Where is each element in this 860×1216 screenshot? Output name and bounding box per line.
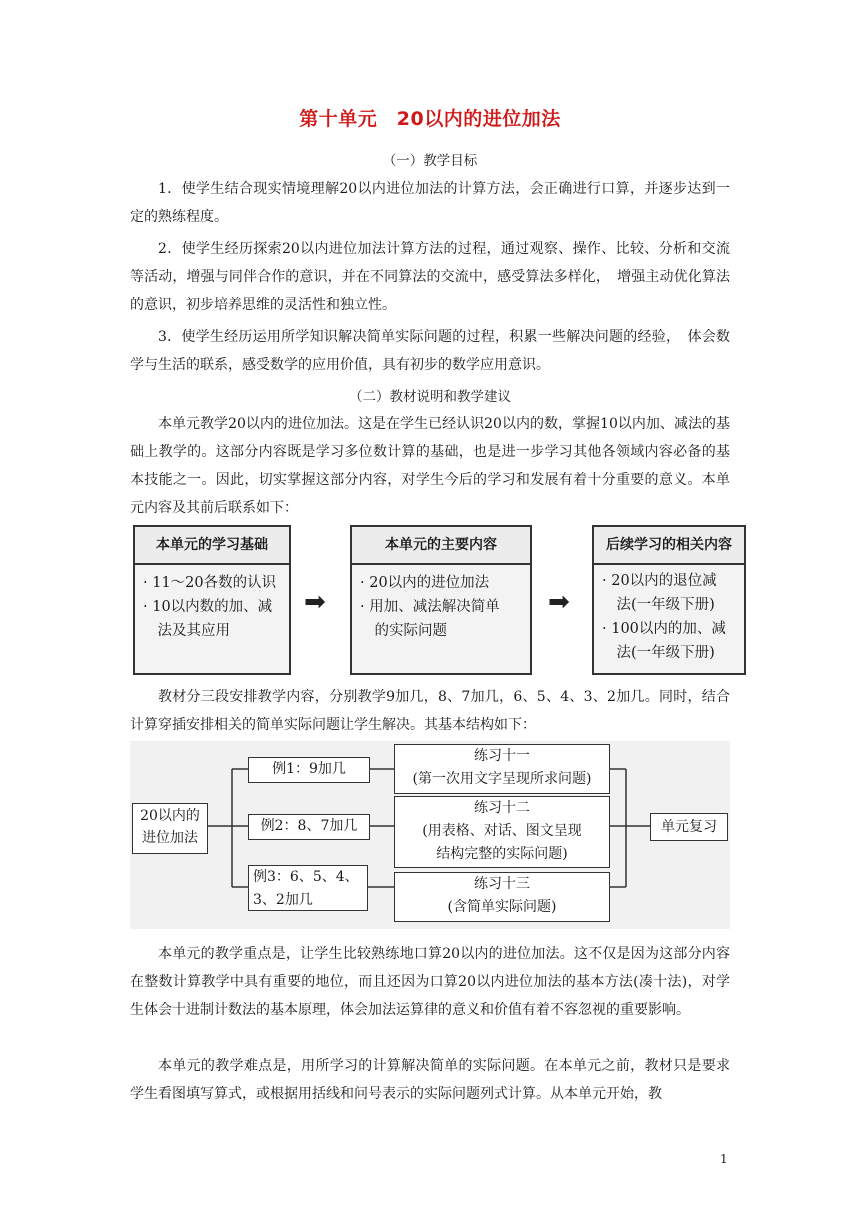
goal-2: 2．使学生经历探索20以内进位加法计算方法的过程，通过观察、操作、比较、分析和交流等活动，增强与同伴合作的意识，并在不同算法的交流中，感受算法多样化， 增强主动优化算法的意识，初步培养思维的灵活性和独立性。 (130, 241, 730, 313)
figure2-structure-diagram (130, 741, 730, 929)
practice-label: (第一次用文字呈现所求问题) (412, 771, 592, 787)
box-header: 本单元的主要内容 (352, 527, 530, 565)
unit-review-box: 单元复习 (650, 813, 728, 841)
practice-label: (含简单实际问题) (447, 899, 557, 915)
box-item: 的实际问题 (360, 623, 447, 639)
box-item: 法(一年级下册) (602, 597, 715, 613)
paragraph-intro: 本单元教学20以内的进位加法。这是在学生已经认识20以内的数，掌握10以内加、减法的基础上教学的。这部分内容既是学习多位数计算的基础，也是进一步学习其他各领域内容必备的基本技能之一。因此，切实掌握这部分内容，对学生今后的学习和发展有着十分重要的意义。本单元内容及其前后联系如下： (130, 416, 730, 516)
practice-label: 练习十一 (474, 748, 530, 764)
box-item: 法(一年级下册) (602, 645, 715, 661)
practice-label: 结构完整的实际问题) (436, 846, 568, 862)
box-header: 本单元的学习基础 (135, 527, 289, 565)
figure1-box-foundation (133, 525, 291, 675)
practice-label: 练习十三 (474, 876, 530, 892)
box-header: 后续学习的相关内容 (594, 527, 744, 565)
box-item: · 100以内的加、减 (602, 621, 726, 637)
box-item: · 20以内的进位加法 (360, 575, 490, 591)
arrow-right-icon: ➡ (548, 587, 570, 617)
box-item: · 用加、减法解决简单 (360, 599, 500, 615)
paragraph-difficulty: 本单元的教学难点是，用所学习的计算解决简单的实际问题。在本单元之前，教材只是要求学生看图填写算式，或根据用括线和问号表示的实际问题列式计算。从本单元开始，教 (130, 1058, 730, 1102)
box-item: · 20以内的退位减 (602, 573, 717, 589)
example-3-box (248, 865, 368, 911)
practice-11-box (394, 744, 610, 794)
example-1-box: 例1：9加几 (248, 757, 370, 783)
paragraph-key-point: 本单元的教学重点是，让学生比较熟练地口算20以内的进位加法。这不仅是因为这部分内容在整数计算教学中具有重要的地位，而且还因为口算20以内进位加法的基本方法(凑十法)，对学生体会十进制计数法的基本原理，体会加法运算律的意义和价值有着不容忽视的重要影响。 (130, 946, 730, 1018)
practice-12-box (394, 796, 610, 868)
practice-label: (用表格、对话、图文呈现 (422, 823, 582, 839)
figure1-box-followup (592, 525, 746, 675)
box-item: · 10以内数的加、减 (143, 599, 273, 615)
arrow-right-icon: ➡ (304, 587, 326, 617)
example-2-box: 例2：8、7加几 (248, 814, 370, 840)
box-item: 法及其应用 (143, 623, 230, 639)
practice-label: 练习十二 (474, 800, 530, 816)
section-heading-goals: （一）教学目标 (382, 153, 478, 169)
page-title: 第十单元 20以内的进位加法 (299, 108, 561, 130)
figure1-box-main-content (350, 525, 532, 675)
goal-1: 1．使学生结合现实情境理解20以内进位加法的计算方法，会正确进行口算，并逐步达到一定的熟练程度。 (130, 181, 730, 225)
paragraph-structure: 教材分三段安排教学内容，分别教学9加几，8、7加几，6、5、4、3、2加几。同时，结合计算穿插安排相关的简单实际问题让学生解决。其基本结构如下： (130, 689, 730, 733)
example-3-label: 3、2加几 (253, 892, 313, 908)
root-label: 20以内的 (140, 808, 200, 824)
root-label: 进位加法 (142, 830, 198, 846)
section-heading-materials: （二）教材说明和教学建议 (349, 389, 511, 405)
goal-3: 3．使学生经历运用所学知识解决简单实际问题的过程，积累一些解决问题的经验， 体会数学与生活的联系，感受数学的应用价值，具有初步的数学应用意识。 (130, 329, 730, 373)
box-item: · 11～20各数的认识 (143, 575, 277, 591)
page-number: 1 (720, 1152, 728, 1166)
practice-13-box (394, 872, 610, 922)
example-3-label: 例3：6、5、4、 (253, 869, 359, 885)
root-box (132, 803, 208, 854)
